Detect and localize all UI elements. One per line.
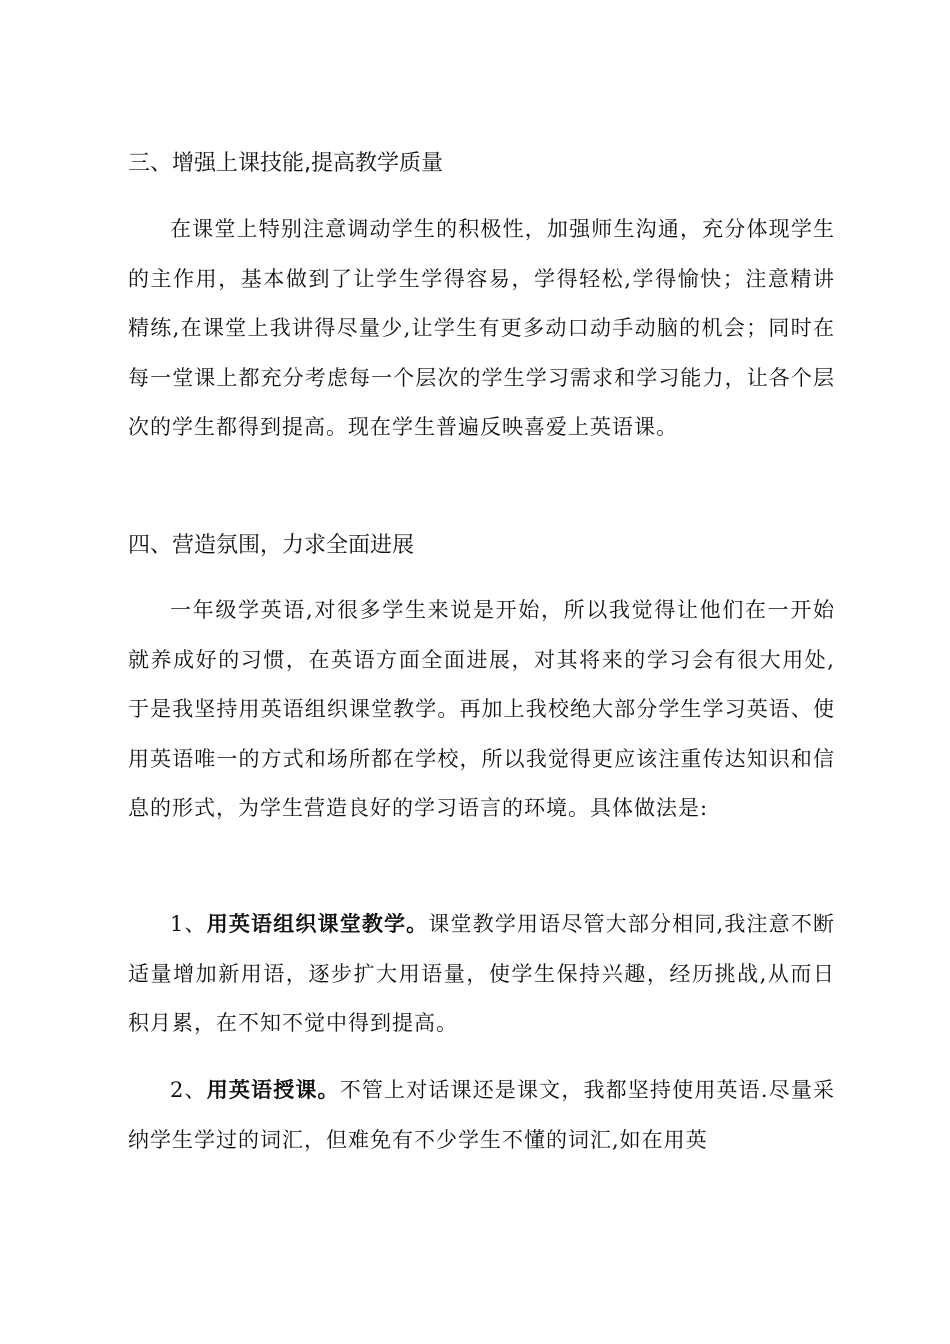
list-item-1-number: 1、 <box>170 912 207 936</box>
list-item-1-title: 用英语组织课堂教学。 <box>206 912 429 936</box>
list-item-2-title: 用英语授课。 <box>206 1078 340 1102</box>
list-item-1-text: 课堂教学用语尽管大部分相同,我注意不断适量增加新用语，逐步扩大用语量，使学生保持兴趣，经历挑战,从而日积月累，在不知不觉中得到提高。 <box>128 912 835 1035</box>
section-4-paragraph: 一年级学英语,对很多学生来说是开始，所以我觉得让他们在一开始就养成好的习惯，在英语方面全面进展，对其将来的学习会有很大用处,于是我坚持用英语组织课堂教学。再加上我校绝大部分学生学习英语、使用英语唯一的方式和场所都在学校，所以我觉得更应该注重传达知识和信息的形式，为学生营造良好的学习语言的环境。具体做法是: <box>128 598 835 820</box>
list-item-2-text: 不管上对话课还是课文，我都坚持使用英语.尽量采纳学生学过的词汇，但难免有不少学生不懂的词汇,如在用英 <box>128 1078 835 1152</box>
section-heading-4: 四、营造氛围，力求全面进展 <box>128 533 415 558</box>
list-item-2 <box>128 1066 835 1165</box>
list-item-1 <box>128 900 835 1049</box>
section-heading-3: 三、增强上课技能,提高教学质量 <box>128 151 443 176</box>
section-3-paragraph: 在课堂上特别注意调动学生的积极性，加强师生沟通，充分体现学生的主作用，基本做到了让学生学得容易，学得轻松,学得愉快；注意精讲精练,在课堂上我讲得尽量少,让学生有更多动口动手动脑的机会；同时在每一堂课上都充分考虑每一个层次的学生学习需求和学习能力，让各个层次的学生都得到提高。现在学生普遍反映喜爱上英语课。 <box>128 217 835 439</box>
list-item-2-number: 2、 <box>170 1078 207 1102</box>
